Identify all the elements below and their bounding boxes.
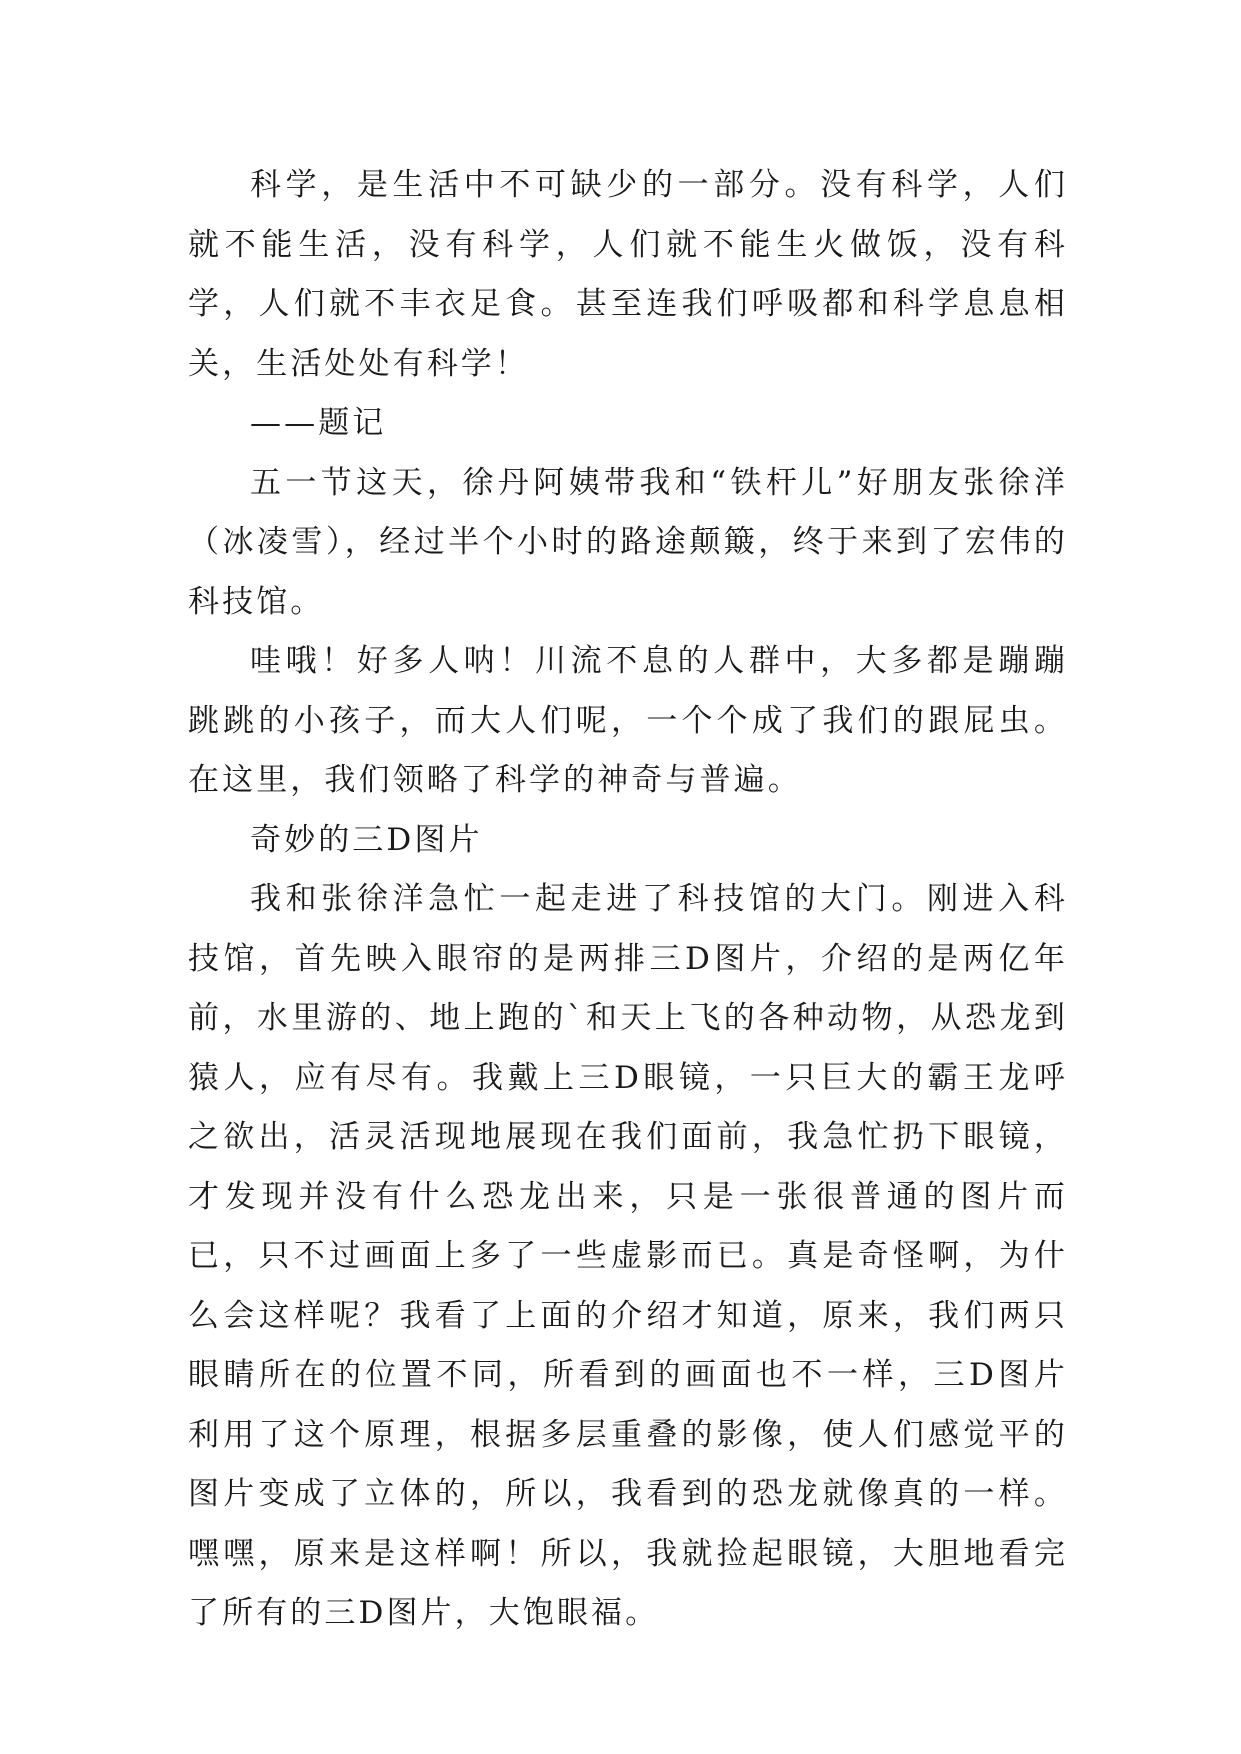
essay-body [188, 156, 1068, 1644]
paragraph-arrival: 五一节这天，徐丹阿姨带我和“铁杆儿”好朋友张徐洋（冰凌雪），经过半个小时的路途颠簸，终于来到了宏伟的科技馆。 [188, 464, 1068, 620]
paragraph-intro: 科学，是生活中不可缺少的一部分。没有科学，人们就不能生活，没有科学，人们就不能生火做饭，没有科学，人们就不丰衣足食。甚至连我们呼吸都和科学息息相关，生活处处有科学！ [188, 167, 1068, 382]
paragraph-crowd: 哇哦！好多人呐！川流不息的人群中，大多都是蹦蹦跳跳的小孩子，而大人们呢，一个个成了我们的跟屁虫。在这里，我们领略了科学的神奇与普遍。 [188, 643, 1068, 798]
section-heading: 奇妙的三D图片 [250, 821, 483, 858]
paragraph-inscription: ——题记 [250, 405, 387, 441]
paragraph-3d-pictures: 我和张徐洋急忙一起走进了科技馆的大门。刚进入科技馆，首先映入眼帘的是两排三D图片，介绍的是两亿年前，水里游的、地上跑的`和天上飞的各种动物，从恐龙到猿人，应有尽有。我戴上三D眼镜，一只巨大的霸王龙呼之欲出，活灵活现地展现在我们面前，我急忙扔下眼镜，才发现并没有什么恐龙出来，只是一张很普通的图片而已，只不过画面上多了一些虚影而已。真是奇怪啊，为什么会这样呢？我看了上面的介绍才知道，原来，我们两只眼睛所在的位置不同，所看到的画面也不一样，三D图片利用了这个原理，根据多层重叠的影像，使人们感觉平的图片变成了立体的，所以，我看到的恐龙就像真的一样。嘿嘿，原来是这样啊！所以，我就捡起眼镜，大胆地看完了所有的三D图片，大饱眼福。 [188, 881, 1068, 1631]
